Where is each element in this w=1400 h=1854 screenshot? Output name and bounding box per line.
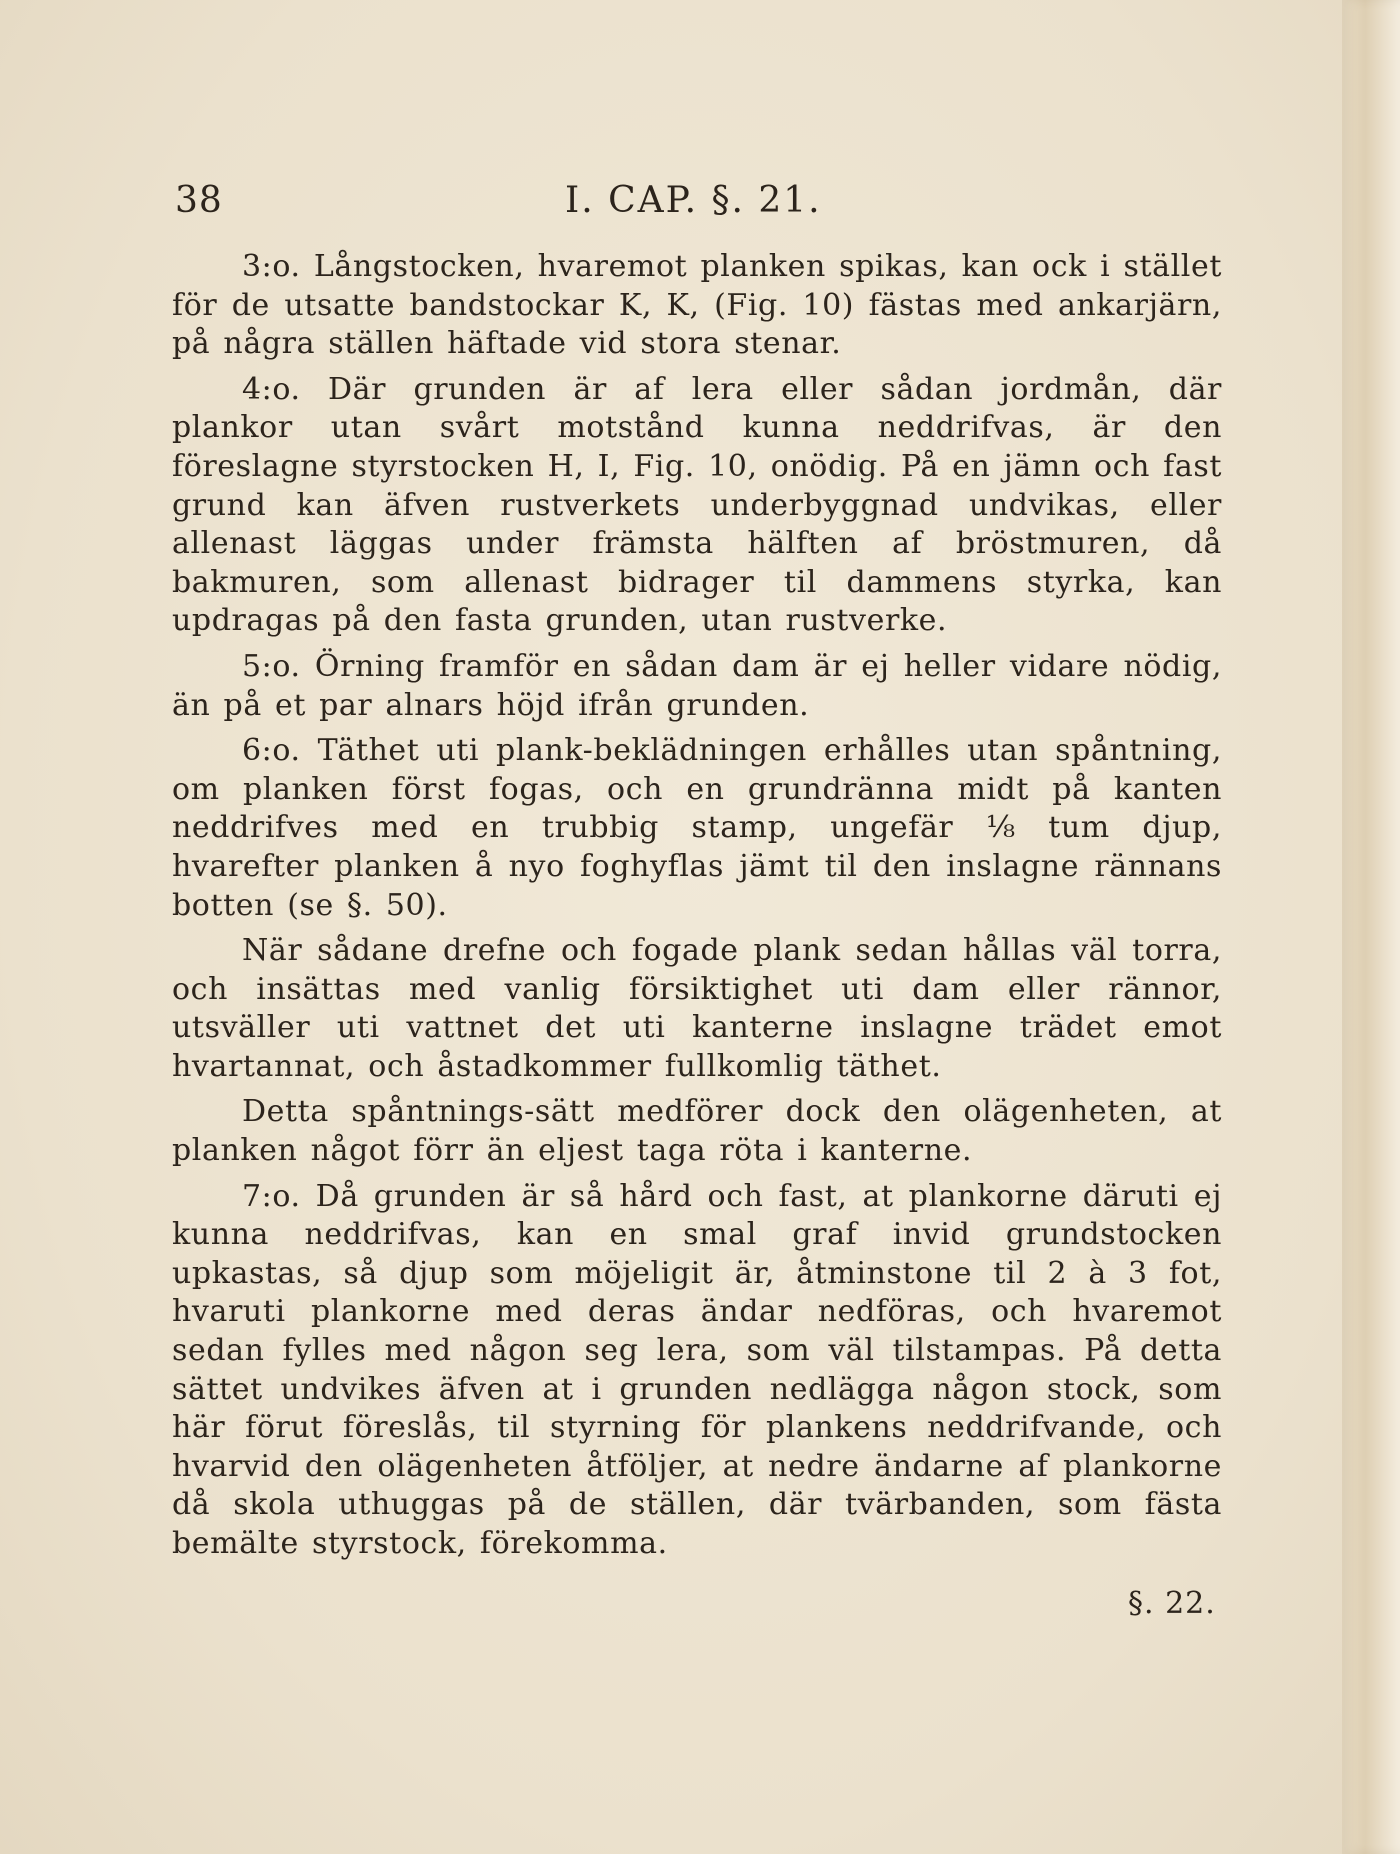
catchword: §. 22.: [1128, 1586, 1216, 1621]
paragraph-3o: 3:o. Långstocken, hvaremot planken spikas, kan ock i stället för de utsatte bandstockar K, K, (Fig. 10) fästas med ankarjärn, på några ställen häftade vid stora stenar.: [172, 249, 1222, 362]
page-header: [175, 180, 1225, 230]
paragraph-7o: 7:o. Då grunden är så hård och fast, at plankorne däruti ej kunna neddrifvas, kan en smal graf invid grundstocken upkastas, så djup som möjeligit är, åtminstone til 2 à 3 fot, hvaruti plankorne med deras ändar nedföras, och hvaremot sedan fylles med någon seg lera, som väl tilstampas. På detta sättet undvikes äfven at i grunden nedlägga någon stock, som här förut föreslås, til styrning för plankens neddrifvande, och hvarvid den olägenheten åtföljer, at nedre ändarne af plankorne då skola uthuggas på de ställen, där tvärbanden, som fästa bemälte styrstock, förekomma.: [172, 1178, 1222, 1561]
paragraph-spantning-method: Detta spåntnings-sätt medförer dock den olägenheten, at planken något förr än eljest taga röta i kanterne.: [172, 1094, 1222, 1169]
page-edge: [1342, 0, 1400, 1854]
paragraph-plank-drying: När sådane drefne och fogade plank sedan hållas väl torra, och insättas med vanlig försiktighet uti dam eller rännor, utsväller uti vattnet det uti kanterne inslagne trädet emot hvartannat, och åstadkommer fullkomlig täthet.: [172, 933, 1222, 1084]
paragraph-6o: 6:o. Täthet uti plank-beklädningen erhålles utan spåntning, om planken först fogas, och en grundränna midt på kanten neddrifves med en trubbig stamp, ungefär ⅛ tum djup, hvarefter planken å nyo foghyflas jämt til den inslagne rännans botten (se §. 50).: [172, 733, 1222, 923]
body-text: [172, 248, 1222, 1564]
running-head: I. CAP. §. 21.: [565, 180, 822, 221]
page-number: 38: [175, 180, 223, 221]
paragraph-4o: 4:o. Där grunden är af lera eller sådan jordmån, där plankor utan svårt motstånd kunna neddrifvas, är den föreslagne styrstocken H, I, Fig. 10, onödig. På en jämn och fast grund kan äfven rustverkets underbyggnad undvikas, eller allenast läggas under främsta hälften af bröstmuren, då bakmuren, som allenast bidrager til dammens styrka, kan updragas på den fasta grunden, utan rustverke.: [172, 371, 1222, 639]
paragraph-5o: 5:o. Örning framför en sådan dam är ej heller vidare nödig, än på et par alnars höjd ifrån grunden.: [172, 648, 1222, 723]
